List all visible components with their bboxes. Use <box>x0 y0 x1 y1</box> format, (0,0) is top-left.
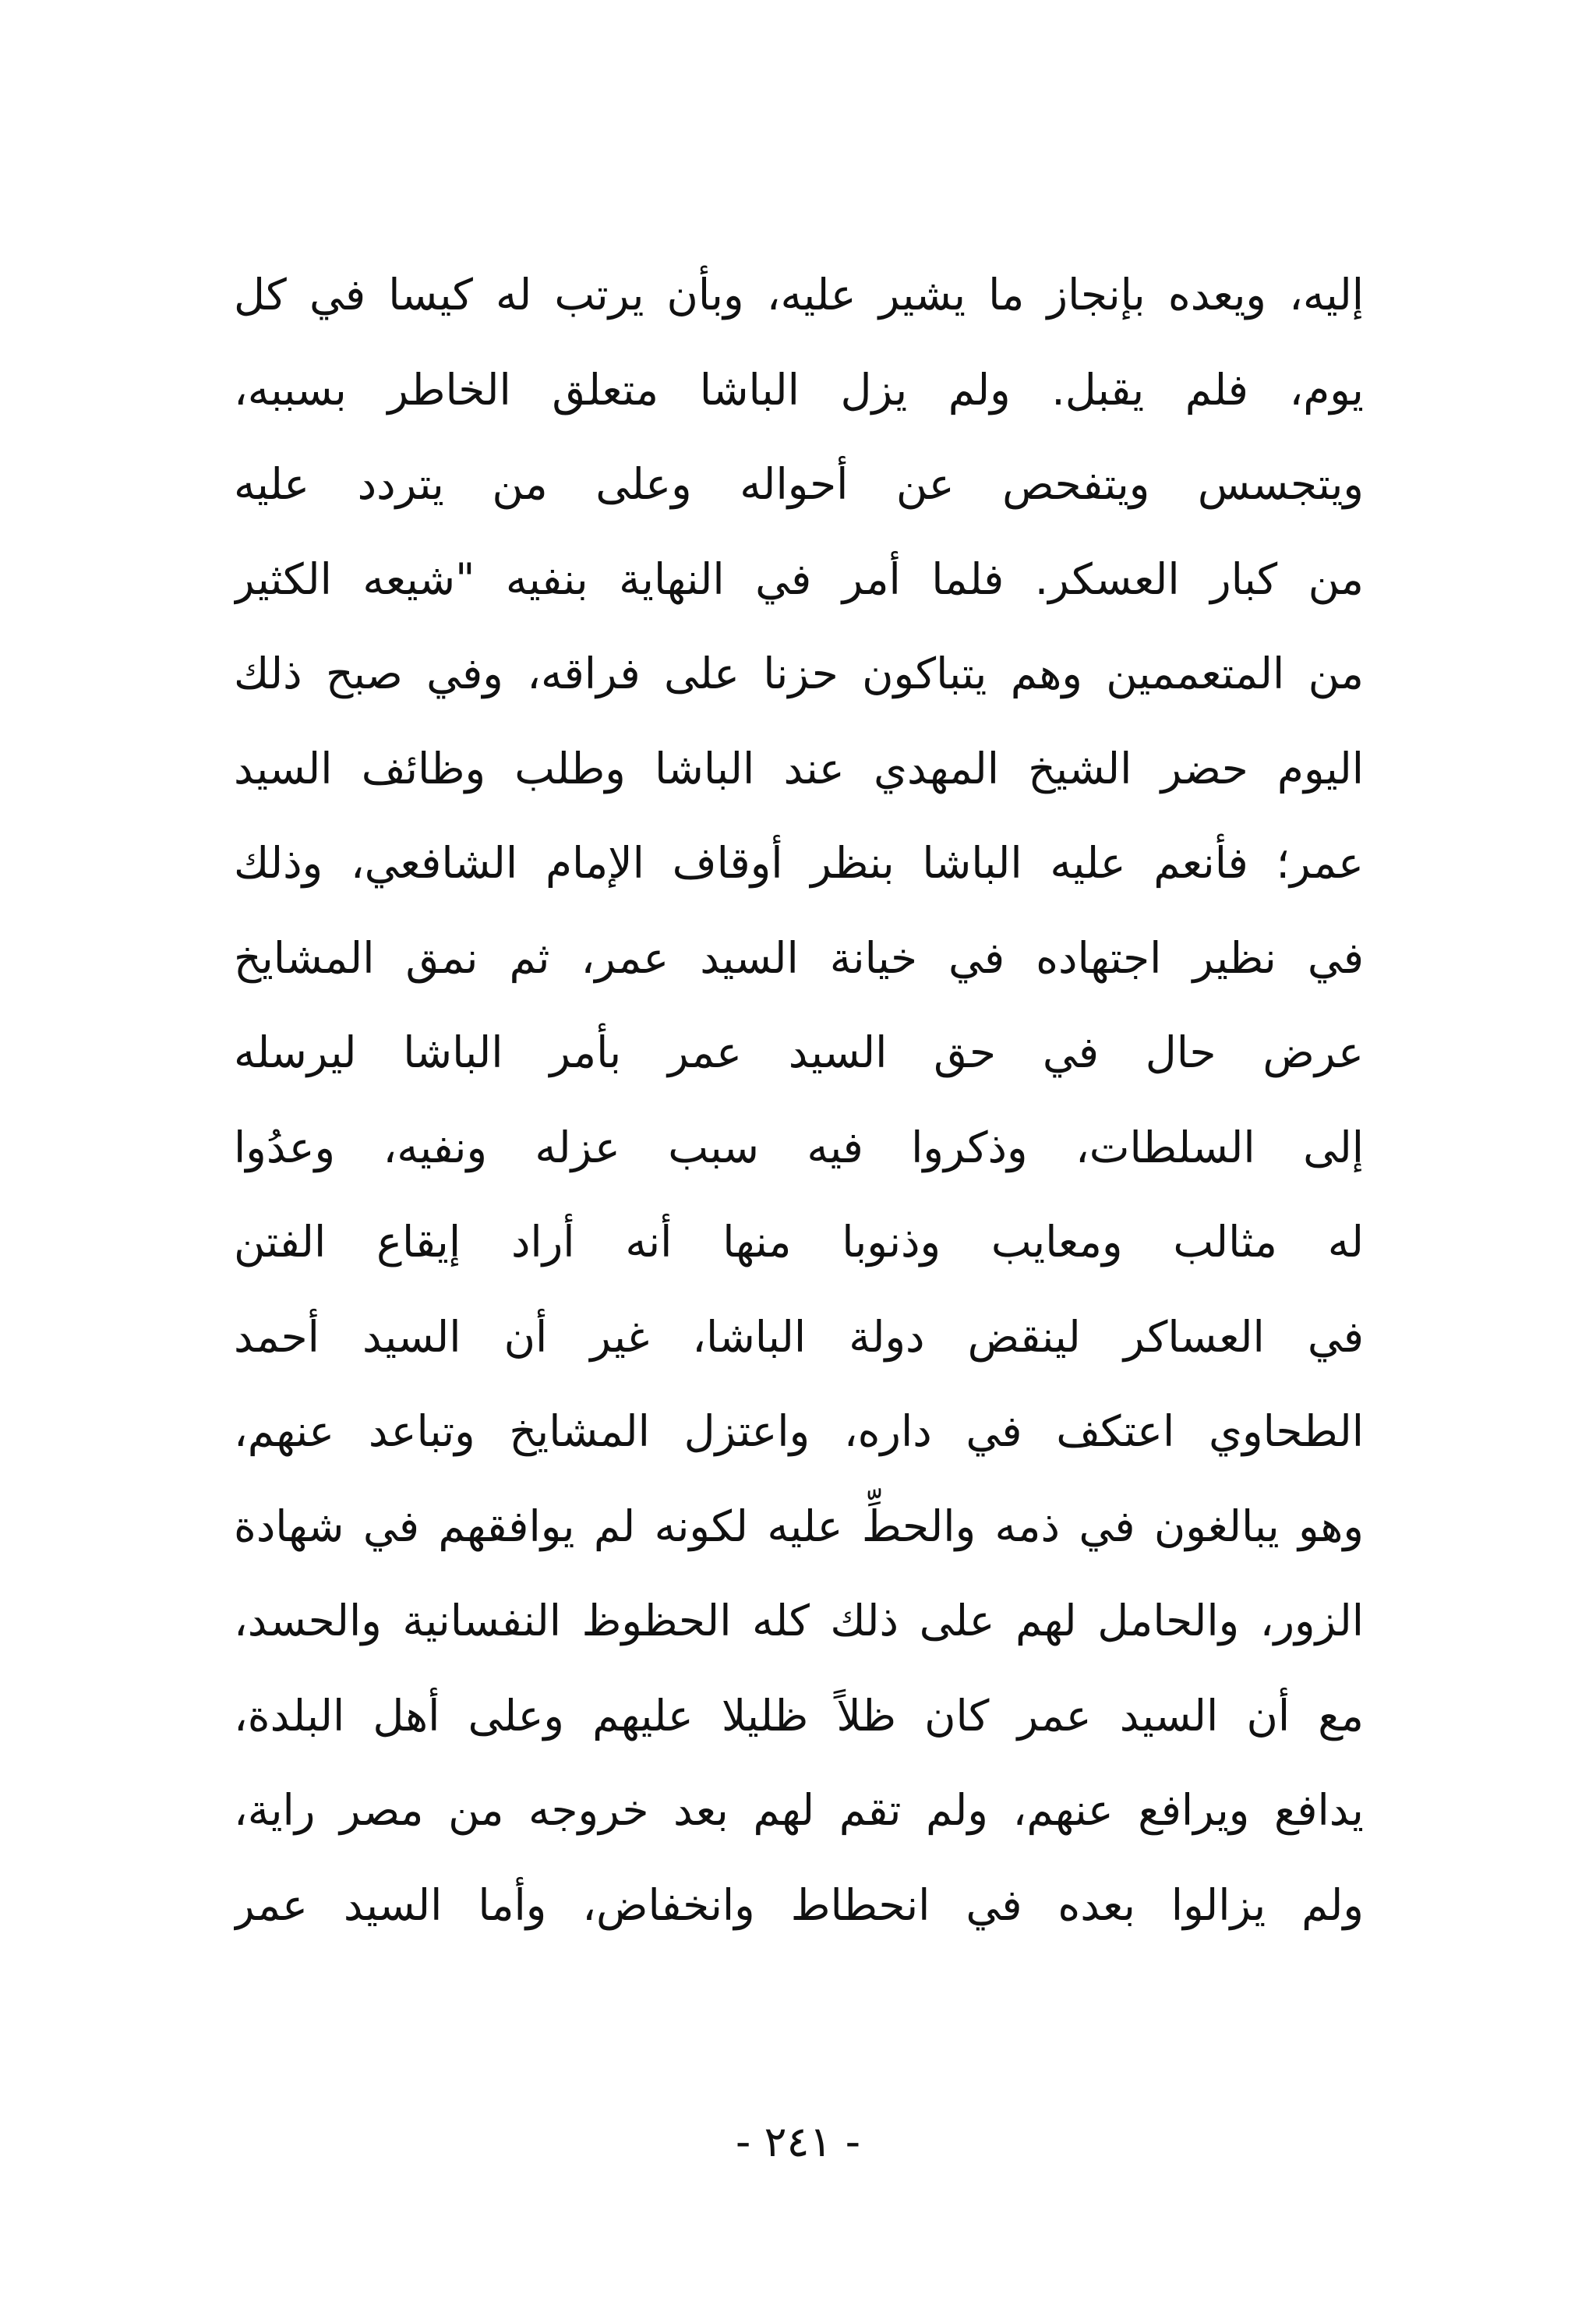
text-line: ويتجسس ويتفحص عن أحواله وعلى من يتردد عليه <box>234 459 1364 509</box>
text-line: الطحاوي اعتكف في داره، واعتزل المشايخ وتباعد عنهم، <box>234 1406 1364 1456</box>
text-line: يوم، فلم يقبل. ولم يزل الباشا متعلق الخاطر بسببه، <box>234 364 1364 415</box>
text-line: من المتعممين وهم يتباكون حزنا على فراقه، وفي صبح ذلك <box>234 649 1364 698</box>
text-line: في العساكر لينقض دولة الباشا، غير أن السيد أحمد <box>234 1311 1364 1362</box>
text-line: إلى السلطات، وذكروا فيه سبب عزله ونفيه، وعدُوا <box>234 1122 1364 1172</box>
text-line: مع أن السيد عمر كان ظلاً ظليلا عليهم وعلى أهل البلدة، <box>234 1690 1364 1741</box>
text-line: يدافع ويرافع عنهم، ولم تقم لهم بعد خروجه من مصر راية، <box>234 1785 1364 1835</box>
text-line: اليوم حضر الشيخ المهدي عند الباشا وطلب وظائف السيد <box>234 743 1364 794</box>
text-line: الزور، والحامل لهم على ذلك كله الحظوظ النفسانية والحسد، <box>234 1596 1364 1646</box>
text-line: وهو يبالغون في ذمه والحطِّ عليه لكونه لم يوافقهم في شهادة <box>234 1501 1364 1551</box>
text-line: عمر؛ فأنعم عليه الباشا بنظر أوقاف الإمام الشافعي، وذلك <box>234 838 1364 888</box>
body-text <box>234 248 1364 1953</box>
text-line: إليه، ويعده بإنجاز ما يشير عليه، وبأن يرتب له كيسا في كل <box>234 270 1364 320</box>
text-line: عرض حال في حق السيد عمر بأمر الباشا ليرسله <box>234 1027 1364 1077</box>
text-line: من كبار العسكر. فلما أمر في النهاية بنفيه "شيعه الكثير <box>234 553 1364 604</box>
text-line: له مثالب ومعايب وذنوبا منها أنه أراد إيقاع الفتن <box>234 1217 1364 1267</box>
text-line: ولم يزالوا بعده في انحطاط وانخفاض، وأما السيد عمر <box>234 1879 1364 1930</box>
page-number: - ٢٤١ - <box>735 2117 861 2166</box>
text-line: في نظير اجتهاده في خيانة السيد عمر، ثم نمق المشايخ <box>234 932 1364 983</box>
